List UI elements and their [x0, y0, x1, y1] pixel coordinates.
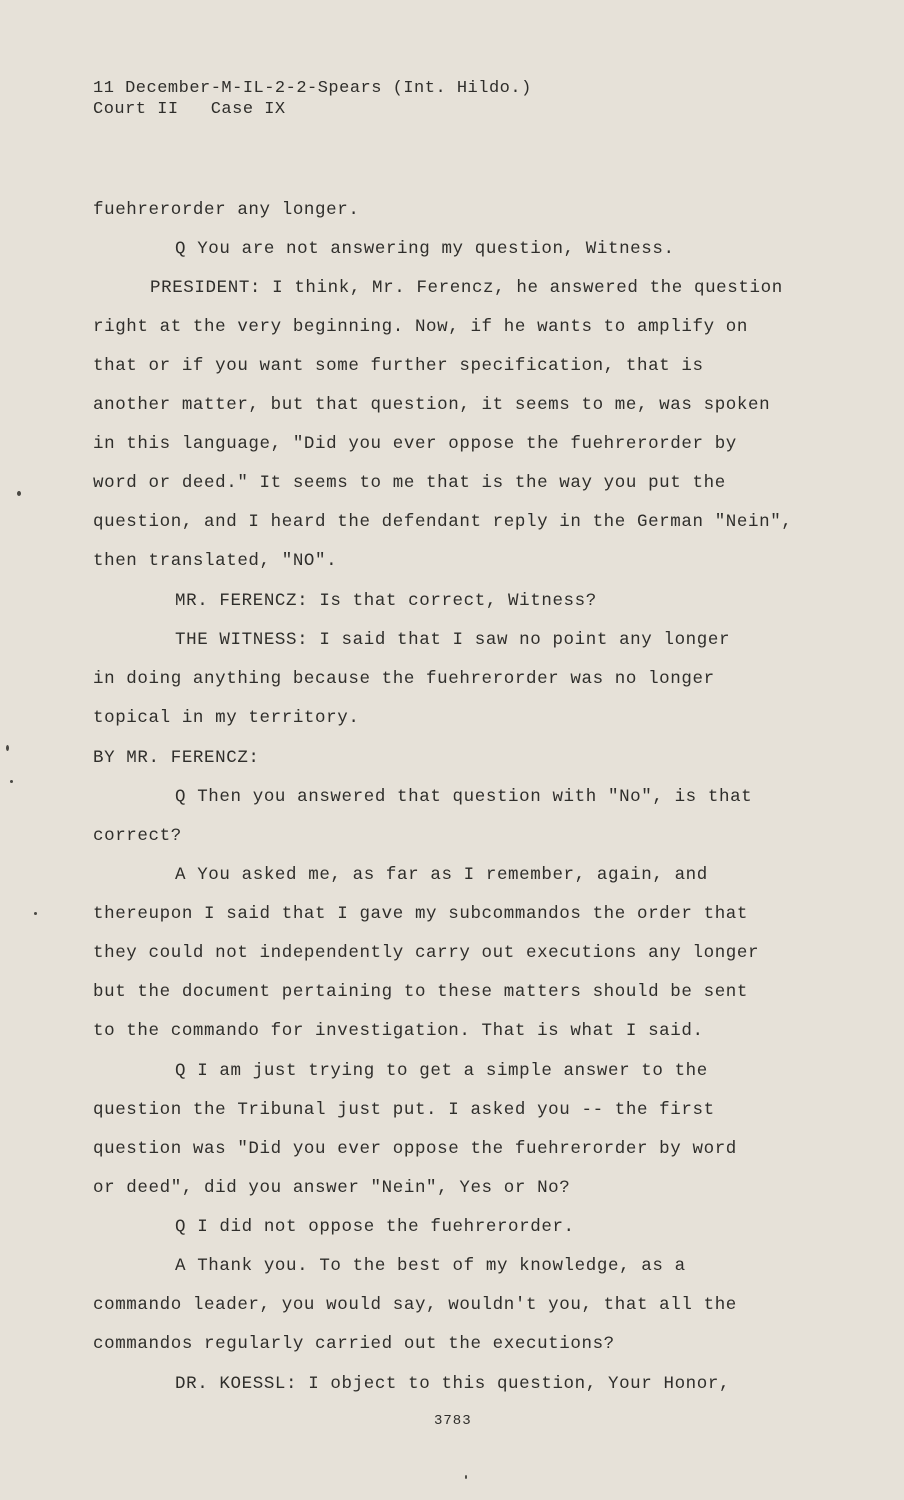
text-line: Q Then you answered that question with "No", is that [175, 787, 753, 807]
text-line: question the Tribunal just put. I asked you -- the first [93, 1100, 715, 1120]
scan-speck [6, 745, 9, 751]
header-line-2: Court II Case IX [93, 100, 286, 119]
text-line: A You asked me, as far as I remember, again, and [175, 865, 708, 885]
text-line: A Thank you. To the best of my knowledge, as a [175, 1256, 686, 1276]
text-line: topical in my territory. [93, 708, 360, 728]
page-number: 3783 [434, 1413, 472, 1429]
text-line: or deed", did you answer "Nein", Yes or No? [93, 1178, 571, 1198]
text-line: commando leader, you would say, wouldn't you, that all the [93, 1295, 737, 1315]
text-line: to the commando for investigation. That is what I said. [93, 1021, 704, 1041]
text-line: DR. KOESSL: I object to this question, Your Honor, [175, 1374, 731, 1394]
page-header [93, 78, 532, 120]
text-line: Q I am just trying to get a simple answer to the [175, 1061, 708, 1081]
text-line: MR. FERENCZ: Is that correct, Witness? [175, 591, 597, 611]
text-line: correct? [93, 826, 182, 846]
text-line: but the document pertaining to these matters should be sent [93, 982, 749, 1002]
text-line: question, and I heard the defendant reply in the German "Nein", [93, 512, 793, 532]
text-line: right at the very beginning. Now, if he wants to amplify on [93, 317, 749, 337]
scan-speck [34, 912, 37, 915]
scan-speck [17, 491, 21, 496]
text-line: they could not independently carry out executions any longer [93, 943, 760, 963]
text-line: Q I did not oppose the fuehrerorder. [175, 1217, 575, 1237]
text-line: commandos regularly carried out the executions? [93, 1334, 615, 1354]
text-line: in doing anything because the fuehrerorder was no longer [93, 669, 715, 689]
text-line: another matter, but that question, it seems to me, was spoken [93, 395, 771, 415]
scan-speck [10, 780, 13, 783]
text-line: fuehrerorder any longer. [93, 200, 360, 220]
text-line: THE WITNESS: I said that I saw no point any longer [175, 630, 731, 650]
text-line: BY MR. FERENCZ: [93, 748, 260, 768]
text-line: word or deed." It seems to me that is the way you put the [93, 473, 726, 493]
scan-speck [465, 1475, 467, 1479]
text-line: then translated, "NO". [93, 551, 338, 571]
text-line: Q You are not answering my question, Witness. [175, 239, 675, 259]
text-line: thereupon I said that I gave my subcommandos the order that [93, 904, 749, 924]
text-line: PRESIDENT: I think, Mr. Ferencz, he answered the question [150, 278, 783, 298]
text-line: that or if you want some further specification, that is [93, 356, 704, 376]
text-line: in this language, "Did you ever oppose the fuehrerorder by [93, 434, 737, 454]
text-line: question was "Did you ever oppose the fuehrerorder by word [93, 1139, 737, 1159]
header-line-1: 11 December-M-IL-2-2-Spears (Int. Hildo.) [93, 79, 532, 98]
